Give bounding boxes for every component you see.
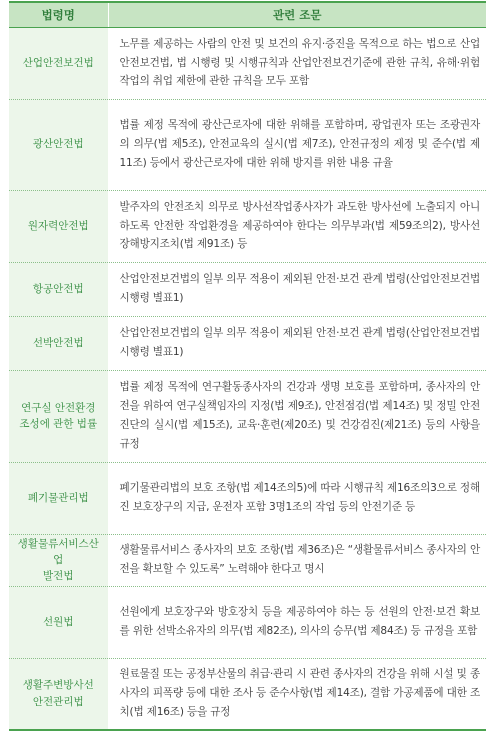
table-header-row [9,2,486,27]
law-name-cell [9,658,108,730]
table-row [9,658,486,730]
provision-cell: 발주자의 안전조치 의무로 방사선작업종사자가 과도한 방사선에 노출되지 아니하도록 안전한 작업환경을 제공하여야 한다는 의무부과(법 제59조의2), 방사선장해방지조치(법 제91조) 등 [108,190,486,262]
provision-cell: 원료물질 또는 공정부산물의 취급·관리 시 관련 종사자의 건강을 위해 시설 및 종사자의 피폭량 등에 대한 조사 등 준수사항(법 제14조), 결함 가공제품에 대한 조치(법 제16조) 등을 규정 [108,658,486,730]
law-name-cell [9,190,108,262]
law-name-cell [9,27,108,99]
table-row [9,586,486,658]
provision-cell: 선원에게 보호장구와 방호장치 등을 제공하여야 하는 등 선원의 안전·보건 확보를 위한 선박소유자의 의무(법 제82조), 의사의 승무(법 제84조) 등 규정을 포함 [108,586,486,658]
law-name-line: 생활물류서비스산업 [17,537,99,566]
table-row [9,190,486,262]
law-name: 폐기물관리법 [27,491,89,504]
law-name: 광산안전법 [32,138,84,151]
law-name-line: 조성에 관한 법률 [19,418,98,430]
law-name-line: 연구실 안전환경 [21,401,96,414]
law-name-cell [9,586,108,658]
law-name-cell [9,534,108,586]
law-name-line: 안전관리법 [32,695,84,708]
law-name: 원자력안전법 [27,219,89,232]
table-row [9,262,486,316]
table-row [9,534,486,586]
law-provision-table [9,1,486,731]
provision-cell: 폐기물관리법의 보호 조항(법 제14조의5)에 따라 시행규칙 제16조의3으로 정해진 보호장구의 지급, 운전자 포함 3명1조의 작업 등의 안전기준 등 [108,462,486,534]
provision-cell: 노무를 제공하는 사람의 안전 및 보건의 유지·증진을 목적으로 하는 법으로 산업안전보건법, 법 시행령 및 시행규칙과 산업안전보건기준에 관한 규칙, 유해·위험작업의 취업 제한에 관한 규칙을 모두 포함 [108,27,486,99]
law-name: 산업안전보건법 [22,56,94,69]
table-row [9,99,486,190]
provision-cell: 산업안전보건법의 일부 의무 적용이 제외된 안전·보건 관계 법령(산업안전보건법 시행령 별표1) [108,262,486,316]
provision-cell: 생활물류서비스 종사자의 보호 조항(법 제36조)은 “생활물류서비스 종사자의 안전을 확보할 수 있도록” 노력해야 한다고 명시 [108,534,486,586]
table-row [9,27,486,99]
table-row [9,462,486,534]
law-name-cell [9,99,108,190]
provision-cell: 산업안전보건법의 일부 의무 적용이 제외된 안전·보건 관계 법령(산업안전보건법 시행령 별표1) [108,316,486,370]
provision-cell: 법률 제정 목적에 광산근로자에 대한 위해를 포함하며, 광업권자 또는 조광권자의 의무(법 제5조), 안전교육의 실시(법 제7조), 안전규정의 제정 및 준수(법 제11조) 등에서 광산근로자에 대한 위해 방지를 위한 내용 규율 [108,99,486,190]
law-name: 항공안전법 [32,282,84,295]
law-name-cell [9,462,108,534]
table-row [9,370,486,462]
law-name: 선박안전법 [32,336,84,349]
law-name-line: 발전법 [43,570,74,583]
header-provision: 관련 조문 [108,2,486,27]
law-name-line: 생활주변방사선 [22,679,94,692]
law-name-cell [9,262,108,316]
table-row [9,316,486,370]
law-table-container [9,1,486,731]
law-name-cell [9,316,108,370]
law-name-cell [9,370,108,462]
provision-cell: 법률 제정 목적에 연구활동종사자의 건강과 생명 보호를 포함하며, 종사자의 안전을 위하여 연구실책임자의 지정(법 제9조), 안전점검(법 제14조) 및 정밀 안전진단의 실시(법 제15조), 교육·훈련(제20조) 및 건강검진(제21조) 등의 사항을 규정 [108,370,486,462]
law-name: 선원법 [43,615,74,628]
header-law-name: 법령명 [9,2,108,27]
